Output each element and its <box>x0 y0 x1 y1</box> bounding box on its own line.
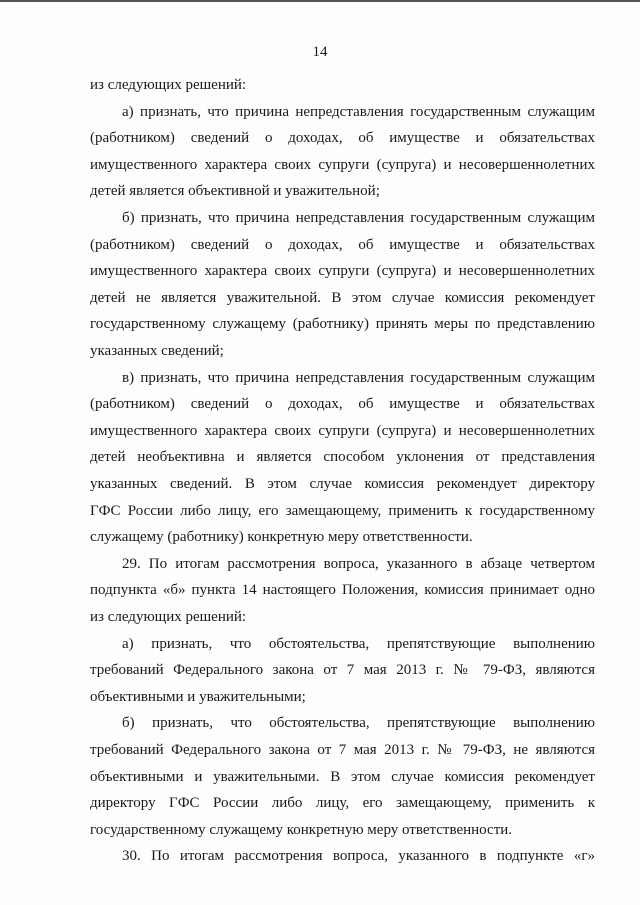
text-line: директору ГФС России либо лицу, его замещающему, применить к <box>90 795 595 812</box>
text-line: (работником) сведений о доходах, об имуществе и обязательствах <box>90 236 595 253</box>
text-line: подпункта «б» пункта 14 настоящего Положения, комиссия принимает одно <box>90 582 595 599</box>
text-line: а) признать, что обстоятельства, препятствующие выполнению <box>122 635 595 652</box>
text-line: (работником) сведений о доходах, об имуществе и обязательствах <box>90 396 595 413</box>
text-line: ГФС России либо лицу, его замещающему, применить к государственному <box>90 502 595 519</box>
text-line: из следующих решений: <box>90 609 247 625</box>
text-line: детей является объективной и уважительной; <box>90 183 380 200</box>
text-line: в) признать, что причина непредставления государственным служащим <box>122 369 595 386</box>
text-line: детей необъективна и является способом уклонения от представления <box>90 449 595 466</box>
text-line: требований Федерального закона от 7 мая 2013 г. № 79-ФЗ, не являются <box>90 742 595 758</box>
text-line: объективными и уважительными. В этом случае комиссия рекомендует <box>90 768 595 785</box>
text-line: требований Федерального закона от 7 мая 2013 г. № 79-ФЗ, являются <box>90 662 595 679</box>
text-line: служащему (работнику) конкретную меру ответственности. <box>90 529 473 546</box>
text-line: (работником) сведений о доходах, об имуществе и обязательствах <box>90 130 595 147</box>
text-line: имущественного характера своих супруги (супруга) и несовершеннолетних <box>90 422 595 439</box>
text-line: б) признать, что причина непредставления государственным служащим <box>122 210 595 226</box>
text-line: имущественного характера своих супруги (супруга) и несовершеннолетних <box>90 263 595 280</box>
text-line: 29. По итогам рассмотрения вопроса, указанного в абзаце четвертом <box>122 555 595 572</box>
text-line: из следующих решений: <box>90 77 247 93</box>
top-rule <box>0 0 640 2</box>
text-line: государственному служащему (работнику) принять меры по представлению <box>90 316 595 333</box>
text-line: указанных сведений; <box>90 343 224 359</box>
text-line: детей не является уважительной. В этом случае комиссия рекомендует <box>90 289 595 306</box>
text-line: государственному служащему конкретную меру ответственности. <box>90 821 513 838</box>
page-number: 14 <box>312 44 328 60</box>
text-line: указанных сведений. В этом случае комиссия рекомендует директору <box>90 476 595 492</box>
text-line: а) признать, что причина непредставления государственным служащим <box>122 103 595 120</box>
text-line: 30. По итогам рассмотрения вопроса, указанного в подпункте «г» <box>122 848 595 865</box>
text-line: б) признать, что обстоятельства, препятствующие выполнению <box>122 715 595 732</box>
text-line: имущественного характера своих супруги (супруга) и несовершеннолетних <box>90 156 595 173</box>
text-line: объективными и уважительными; <box>90 688 306 705</box>
